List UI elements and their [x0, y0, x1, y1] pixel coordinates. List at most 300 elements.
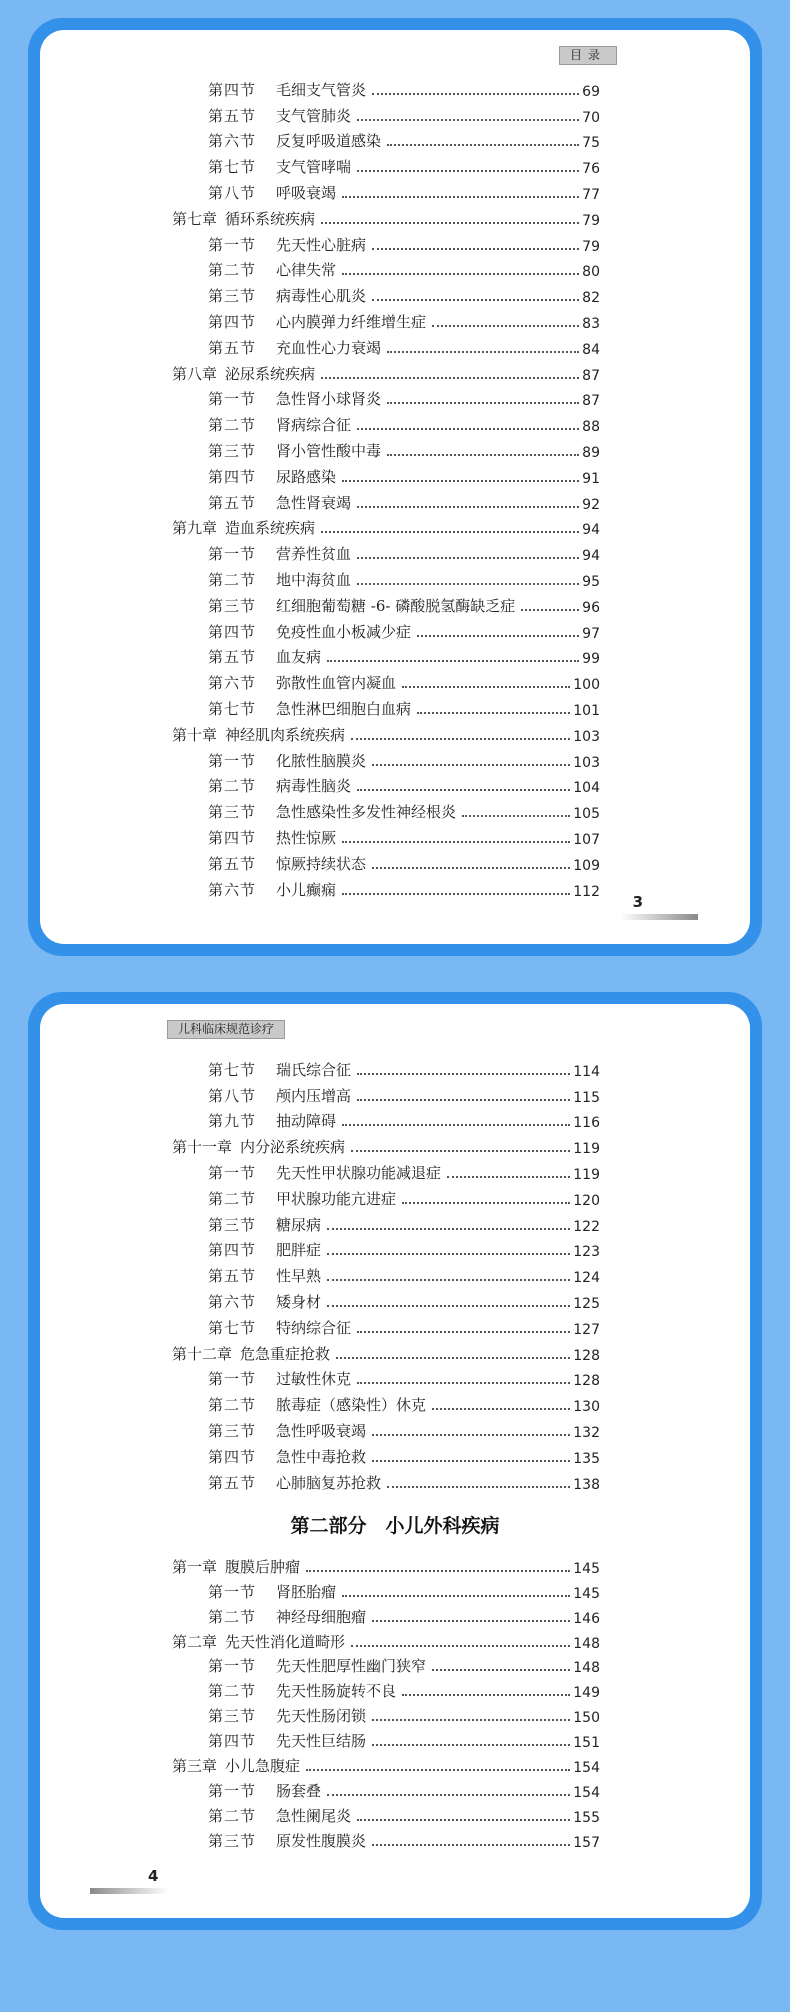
entry-page: 70 [582, 109, 600, 126]
dot-leader [372, 299, 579, 301]
entry-number: 第四节 [208, 1447, 257, 1466]
toc-section-row [172, 229, 600, 255]
entry-title: 腹膜后肿瘤 [225, 1557, 301, 1576]
entry-title: 反复呼吸道感染 [276, 132, 382, 151]
toc-section-row [172, 1209, 600, 1235]
toc-section-row [172, 74, 600, 100]
entry-label [172, 1755, 300, 1776]
toc-section-row [172, 100, 600, 126]
entry-label [208, 879, 336, 900]
entry-title: 先天性巨结肠 [276, 1732, 367, 1751]
entry-label [208, 1291, 321, 1312]
dot-leader [357, 1073, 570, 1075]
dot-leader [342, 893, 570, 895]
toc-section-row [172, 487, 600, 513]
dot-leader [462, 815, 570, 817]
entry-number: 第十二章 [172, 1344, 233, 1363]
toc-section-row [172, 822, 600, 848]
dot-leader [372, 1460, 570, 1462]
page-4 [40, 1004, 750, 1918]
dot-leader [336, 1357, 570, 1359]
entry-label [208, 388, 381, 409]
toc-chapter-row [172, 1751, 600, 1776]
entry-page: 88 [582, 419, 600, 436]
dot-leader [357, 1382, 570, 1384]
dot-leader [372, 1844, 570, 1846]
entry-page: 97 [582, 625, 600, 642]
entry-label [208, 827, 336, 848]
toc-section-row [172, 848, 600, 874]
entry-title: 原发性腹膜炎 [276, 1831, 367, 1850]
entry-title: 肾病综合征 [276, 416, 352, 435]
entry-title: 肠套叠 [276, 1781, 322, 1800]
toc-section-row [172, 1701, 600, 1726]
entry-number: 第十一章 [172, 1138, 233, 1157]
dot-leader [342, 480, 579, 482]
entry-number: 第五节 [208, 493, 257, 512]
dot-leader [402, 1202, 570, 1204]
dot-leader [372, 1620, 570, 1622]
toc-section-row [172, 1726, 600, 1751]
entry-label [208, 414, 351, 435]
dot-leader [327, 1279, 570, 1281]
entry-title: 弥散性血管内凝血 [276, 674, 397, 693]
toc-section-row [172, 1652, 600, 1677]
entry-number: 第四节 [208, 828, 257, 847]
entry-number: 第八节 [208, 1086, 257, 1105]
dot-leader [357, 1099, 570, 1101]
entry-number: 第四节 [208, 1732, 257, 1751]
entry-label [208, 621, 411, 642]
dot-leader [372, 1434, 570, 1436]
entry-label [208, 105, 351, 126]
toc-section-row [172, 1826, 600, 1851]
entry-title: 呼吸衰竭 [276, 183, 337, 202]
dot-leader [357, 119, 579, 121]
toc-list [172, 1054, 600, 1493]
dot-leader [432, 1669, 570, 1671]
toc-section-row [172, 280, 600, 306]
entry-number: 第四节 [208, 80, 257, 99]
entry-label [208, 1805, 351, 1826]
entry-title: 惊厥持续状态 [276, 854, 367, 873]
entry-title: 性早熟 [276, 1267, 322, 1286]
entry-label [208, 801, 456, 822]
entry-title: 红细胞葡萄糖 -6- 磷酸脱氢酶缺乏症 [276, 596, 516, 615]
entry-label [208, 698, 411, 719]
dot-leader [417, 712, 570, 714]
entry-number: 第七节 [208, 1318, 257, 1337]
entry-page: 149 [573, 1685, 600, 1702]
dot-leader [357, 583, 579, 585]
entry-page: 123 [573, 1244, 600, 1261]
entry-number: 第三节 [208, 287, 257, 306]
entry-page: 99 [582, 651, 600, 668]
toc-section-row [172, 1441, 600, 1467]
entry-title: 神经母细胞瘤 [276, 1607, 367, 1626]
entry-number: 第三节 [208, 803, 257, 822]
entry-page: 77 [582, 186, 600, 203]
dot-leader [387, 402, 579, 404]
entry-label [208, 1265, 321, 1286]
entry-label [208, 337, 381, 358]
entry-page: 116 [573, 1115, 600, 1132]
entry-title: 支气管肺炎 [276, 106, 352, 125]
entry-number: 第二节 [208, 416, 257, 435]
entry-number: 第二节 [208, 570, 257, 589]
entry-number: 第五节 [208, 1473, 257, 1492]
entry-label [208, 1085, 351, 1106]
entry-number: 第七节 [208, 1060, 257, 1079]
toc-section-row [172, 126, 600, 152]
toc-section-row [172, 1776, 600, 1801]
entry-title: 地中海贫血 [276, 570, 352, 589]
entry-page: 109 [573, 857, 600, 874]
toc-section-row [172, 255, 600, 281]
entry-label [208, 1780, 321, 1801]
entry-label [208, 1680, 396, 1701]
entry-page: 80 [582, 264, 600, 281]
entry-label [208, 440, 381, 461]
entry-title: 心肺脑复苏抢救 [276, 1473, 382, 1492]
entry-page: 154 [573, 1784, 600, 1801]
page-4-frame [28, 992, 762, 1930]
entry-label [208, 1110, 336, 1131]
entry-label [208, 1606, 366, 1627]
page-3-frame [28, 18, 762, 956]
entry-page: 119 [573, 1141, 600, 1158]
toc-section-row [172, 435, 600, 461]
entry-title: 先天性心脏病 [276, 235, 367, 254]
page-number: 3 [632, 893, 643, 911]
entry-page: 103 [573, 728, 600, 745]
entry-label [208, 156, 351, 177]
entry-title: 急性中毒抢救 [276, 1447, 367, 1466]
entry-number: 第三节 [208, 1707, 257, 1726]
dot-leader [387, 454, 579, 456]
entry-number: 第四节 [208, 1241, 257, 1260]
dot-leader [387, 144, 579, 146]
entry-label [208, 1472, 381, 1493]
entry-page: 96 [582, 599, 600, 616]
toc-section-row [172, 384, 600, 410]
entry-title: 颅内压增高 [276, 1086, 352, 1105]
entry-title: 免疫性血小板减少症 [276, 622, 412, 641]
entry-number: 第七章 [172, 209, 218, 228]
entry-label [172, 724, 345, 745]
entry-number: 第一章 [172, 1557, 218, 1576]
toc-section-row [172, 306, 600, 332]
entry-page: 120 [573, 1192, 600, 1209]
entry-label [172, 1136, 345, 1157]
entry-title: 心律失常 [276, 261, 337, 280]
entry-page: 145 [573, 1585, 600, 1602]
footer-bar [90, 1888, 168, 1894]
entry-number: 第一节 [208, 390, 257, 409]
entry-page: 114 [573, 1063, 600, 1080]
entry-title: 肥胖症 [276, 1241, 322, 1260]
entry-number: 第四节 [208, 622, 257, 641]
entry-title: 危急重症抢救 [240, 1344, 331, 1363]
entry-label [208, 1214, 321, 1235]
entry-number: 第二节 [208, 1396, 257, 1415]
entry-page: 148 [573, 1660, 600, 1677]
entry-label [208, 1730, 366, 1751]
dot-leader [342, 841, 570, 843]
entry-title: 过敏性休克 [276, 1370, 352, 1389]
entry-title: 抽动障碍 [276, 1112, 337, 1131]
entry-label [208, 1830, 366, 1851]
toc-section-row [172, 616, 600, 642]
entry-number: 第五节 [208, 1267, 257, 1286]
entry-title: 神经肌肉系统疾病 [225, 725, 346, 744]
toc-section-row [172, 409, 600, 435]
entry-number: 第二章 [172, 1632, 218, 1651]
dot-leader [342, 273, 579, 275]
dot-leader [321, 377, 579, 379]
entry-title: 小儿急腹症 [225, 1757, 301, 1776]
entry-title: 小儿癫痫 [276, 880, 337, 899]
entry-title: 病毒性脑炎 [276, 777, 352, 796]
dot-leader [447, 1176, 570, 1178]
entry-number: 第六节 [208, 880, 257, 899]
toc-section-row [172, 1602, 600, 1627]
entry-page: 155 [573, 1809, 600, 1826]
dot-leader [321, 222, 579, 224]
entry-title: 矮身材 [276, 1292, 322, 1311]
entry-label [208, 775, 351, 796]
dot-leader [327, 1253, 570, 1255]
dot-leader [372, 93, 579, 95]
entry-page: 76 [582, 161, 600, 178]
entry-title: 糖尿病 [276, 1215, 322, 1234]
entry-label [172, 363, 315, 384]
entry-page: 103 [573, 754, 600, 771]
entry-label [172, 208, 315, 229]
toc-chapter-row [172, 1131, 600, 1157]
entry-page: 95 [582, 573, 600, 590]
toc-section-row [172, 1415, 600, 1441]
dot-leader [521, 609, 579, 611]
entry-number: 第三章 [172, 1757, 218, 1776]
toc-section-row [172, 1080, 600, 1106]
footer-bar [620, 914, 698, 920]
entry-title: 循环系统疾病 [225, 209, 316, 228]
entry-label [208, 311, 426, 332]
entry-page: 87 [582, 393, 600, 410]
entry-title: 尿路感染 [276, 467, 337, 486]
dot-leader [351, 738, 570, 740]
entry-page: 83 [582, 315, 600, 332]
toc-chapter-row [172, 1627, 600, 1652]
entry-label [208, 1188, 396, 1209]
entry-label [208, 285, 366, 306]
entry-page: 87 [582, 367, 600, 384]
toc-section-row [172, 151, 600, 177]
dot-leader [327, 1228, 570, 1230]
toc-list-part-two [172, 1552, 600, 1851]
dot-leader [342, 196, 579, 198]
entry-number: 第一节 [208, 1370, 257, 1389]
toc-section-row [172, 1157, 600, 1183]
entry-number: 第五节 [208, 648, 257, 667]
entry-label [208, 569, 351, 590]
toc-section-row [172, 461, 600, 487]
toc-section-row [172, 1235, 600, 1261]
toc-section-row [172, 1312, 600, 1338]
entry-page: 79 [582, 238, 600, 255]
toc-chapter-row [172, 1338, 600, 1364]
entry-number: 第三节 [208, 441, 257, 460]
entry-title: 充血性心力衰竭 [276, 338, 382, 357]
entry-page: 69 [582, 83, 600, 100]
running-header: 目录 [559, 46, 617, 65]
entry-label [208, 182, 336, 203]
entry-page: 119 [573, 1166, 600, 1183]
dot-leader [357, 170, 579, 172]
entry-title: 化脓性脑膜炎 [276, 751, 367, 770]
entry-number: 第一节 [208, 1657, 257, 1676]
toc-section-row [172, 642, 600, 668]
entry-page: 79 [582, 212, 600, 229]
entry-page: 101 [573, 702, 600, 719]
toc-section-row [172, 1183, 600, 1209]
entry-page: 150 [573, 1710, 600, 1727]
entry-number: 第二节 [208, 1806, 257, 1825]
entry-title: 脓毒症（感染性）休克 [276, 1396, 427, 1415]
entry-label [208, 1705, 366, 1726]
toc-section-row [172, 1389, 600, 1415]
entry-label [172, 1631, 345, 1652]
page-3 [40, 30, 750, 944]
entry-label [208, 259, 336, 280]
entry-label [208, 1394, 426, 1415]
entry-page: 84 [582, 341, 600, 358]
entry-number: 第九章 [172, 519, 218, 538]
entry-number: 第七节 [208, 699, 257, 718]
dot-leader [327, 1794, 570, 1796]
toc-list [172, 74, 600, 900]
entry-number: 第二节 [208, 1682, 257, 1701]
toc-chapter-row [172, 203, 600, 229]
toc-section-row [172, 590, 600, 616]
dot-leader [327, 660, 579, 662]
part-title: 第二部分 小儿外科疾病 [290, 1515, 500, 1537]
entry-number: 第三节 [208, 596, 257, 615]
entry-label [208, 672, 396, 693]
entry-title: 急性呼吸衰竭 [276, 1421, 367, 1440]
entry-number: 第二节 [208, 261, 257, 280]
dot-leader [372, 1719, 570, 1721]
entry-page: 125 [573, 1295, 600, 1312]
toc-section-row [172, 1054, 600, 1080]
entry-page: 91 [582, 470, 600, 487]
entry-number: 第二节 [208, 777, 257, 796]
entry-label [208, 1446, 366, 1467]
toc-section-row [172, 1467, 600, 1493]
entry-page: 154 [573, 1760, 600, 1777]
entry-page: 107 [573, 831, 600, 848]
dot-leader [402, 1694, 570, 1696]
entry-title: 营养性贫血 [276, 545, 352, 564]
toc-chapter-row [172, 719, 600, 745]
entry-label [172, 517, 315, 538]
entry-label [208, 853, 366, 874]
entry-number: 第五节 [208, 106, 257, 125]
entry-page: 75 [582, 135, 600, 152]
dot-leader [357, 428, 579, 430]
entry-number: 第一节 [208, 545, 257, 564]
entry-number: 第五节 [208, 854, 257, 873]
entry-number: 第二节 [208, 1607, 257, 1626]
dot-leader [306, 1570, 570, 1572]
entry-page: 148 [573, 1635, 600, 1652]
page-number: 4 [148, 1867, 159, 1885]
running-header: 儿科临床规范诊疗 [167, 1020, 285, 1039]
toc-section-row [172, 874, 600, 900]
entry-label [208, 466, 336, 487]
entry-number: 第三节 [208, 1421, 257, 1440]
entry-page: 157 [573, 1834, 600, 1851]
entry-title: 热性惊厥 [276, 828, 337, 847]
entry-title: 甲状腺功能亢进症 [276, 1189, 397, 1208]
dot-leader [357, 789, 570, 791]
entry-title: 肾小管性酸中毒 [276, 441, 382, 460]
dot-leader [342, 1595, 570, 1597]
entry-label [208, 1239, 321, 1260]
toc-chapter-row [172, 1552, 600, 1577]
entry-title: 急性淋巴细胞白血病 [276, 699, 412, 718]
entry-title: 血友病 [276, 648, 322, 667]
entry-page: 124 [573, 1270, 600, 1287]
entry-page: 128 [573, 1373, 600, 1390]
entry-page: 89 [582, 444, 600, 461]
entry-number: 第四节 [208, 312, 257, 331]
entry-number: 第八节 [208, 183, 257, 202]
entry-title: 先天性消化道畸形 [225, 1632, 346, 1651]
entry-title: 支气管哮喘 [276, 158, 352, 177]
dot-leader [387, 1486, 570, 1488]
entry-page: 104 [573, 780, 600, 797]
dot-leader [321, 531, 579, 533]
entry-label [208, 543, 351, 564]
entry-title: 先天性肠旋转不良 [276, 1682, 397, 1701]
entry-title: 特纳综合征 [276, 1318, 352, 1337]
entry-number: 第一节 [208, 751, 257, 770]
entry-label [208, 1420, 366, 1441]
dot-leader [387, 351, 579, 353]
entry-page: 135 [573, 1450, 600, 1467]
entry-number: 第八章 [172, 364, 218, 383]
entry-title: 毛细支气管炎 [276, 80, 367, 99]
dot-leader [351, 1645, 570, 1647]
dot-leader [351, 1150, 570, 1152]
entry-label [208, 1368, 351, 1389]
dot-leader [357, 1819, 570, 1821]
entry-page: 151 [573, 1735, 600, 1752]
entry-label [208, 1317, 351, 1338]
entry-page: 100 [573, 677, 600, 694]
entry-page: 92 [582, 496, 600, 513]
dot-leader [372, 867, 570, 869]
entry-page: 82 [582, 290, 600, 307]
entry-title: 肾胚胎瘤 [276, 1582, 337, 1601]
dot-leader [342, 1124, 570, 1126]
dot-leader [372, 1744, 570, 1746]
dot-leader [357, 557, 579, 559]
entry-number: 第四节 [208, 467, 257, 486]
entry-page: 115 [573, 1089, 600, 1106]
